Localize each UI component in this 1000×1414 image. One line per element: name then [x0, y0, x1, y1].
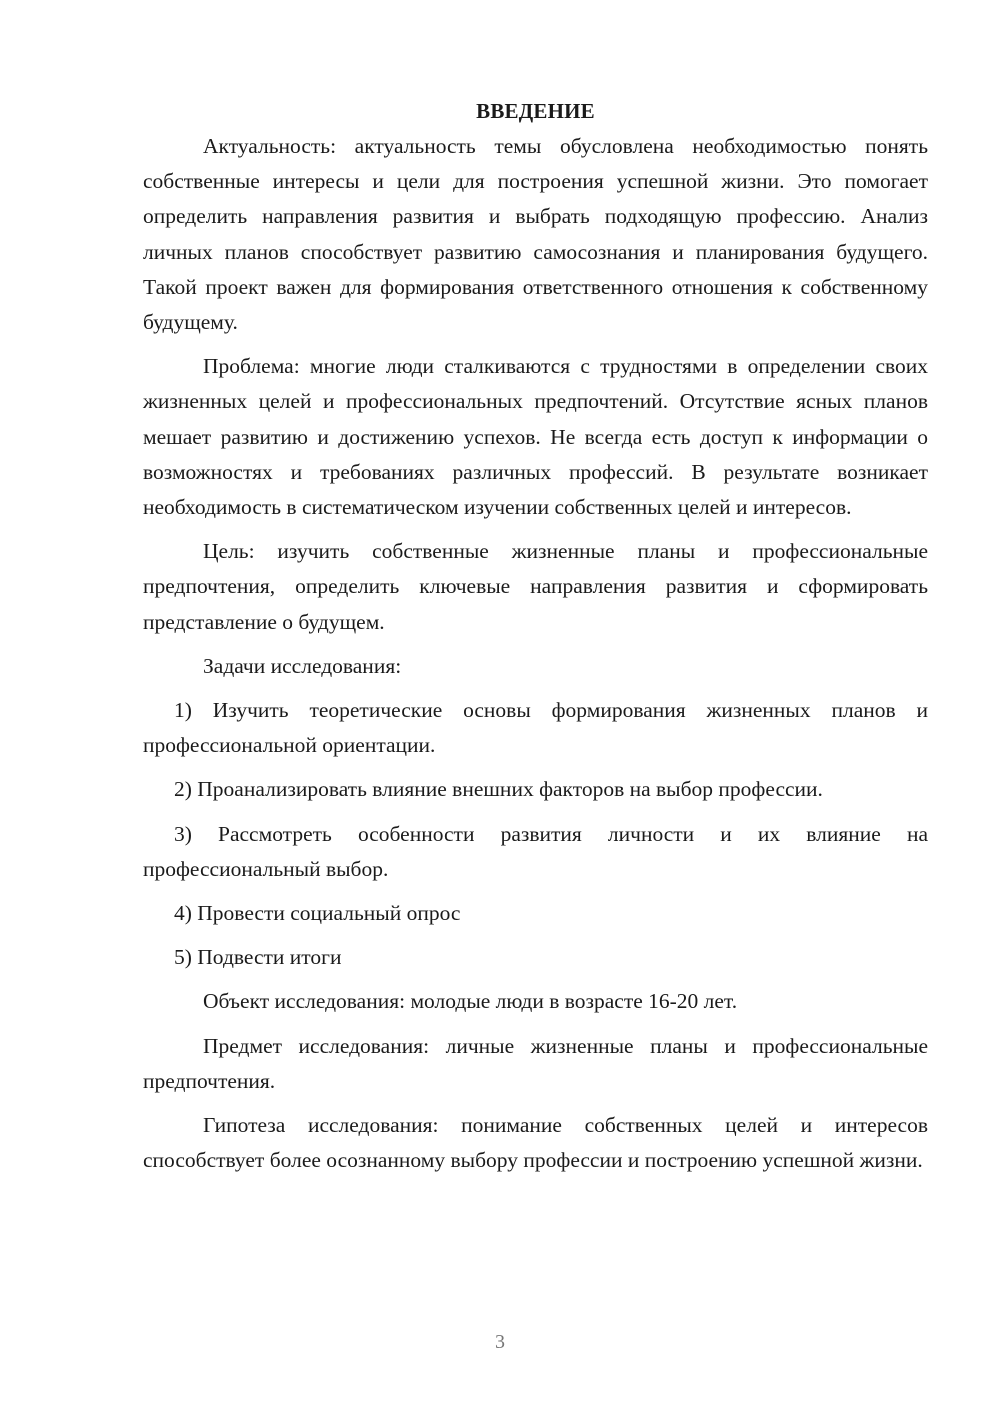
section-title: ВВЕДЕНИЕ — [476, 99, 595, 123]
task-item: 4) Провести социальный опрос — [174, 901, 461, 926]
task-item: 3) Рассмотреть особенности развития личности и их влияние на профессиональный выбор. — [143, 821, 928, 881]
relevance-paragraph: Актуальность: актуальность темы обусловлена необходимостью понять собственные интересы и цели для построения успешной жизни. Это помогает определить направления развития и выбрать подходящую профессию. Анализ личных планов способствует развитию самосознания и планирования будущего. Такой проект важен для формирования ответственного отношения к собственному будущему. — [143, 134, 928, 335]
goal-paragraph: Цель: изучить собственные жизненные планы и профессиональные предпочтения, определить ключевые направления развития и сформировать представление о будущем. — [143, 539, 928, 634]
object-paragraph: Объект исследования: молодые люди в возрасте 16-20 лет. — [203, 989, 738, 1014]
document-page — [143, 96, 928, 1187]
task-item: 1) Изучить теоретические основы формирования жизненных планов и профессиональной ориентации. — [143, 698, 928, 758]
problem-paragraph: Проблема: многие люди сталкиваются с трудностями в определении своих жизненных целей и профессиональных предпочтений. Отсутствие ясных планов мешает развитию и достижению успехов. Не всегда есть доступ к информации о возможностях и требованиях различных профессий. В результате возникает необходимость в систематическом изучении собственных целей и интересов. — [143, 354, 928, 520]
hypothesis-paragraph: Гипотеза исследования: понимание собственных целей и интересов способствует более осознанному выбору профессии и построению успешной жизни. — [143, 1113, 928, 1173]
task-item: 2) Проанализировать влияние внешних факторов на выбор профессии. — [174, 777, 823, 802]
tasks-heading: Задачи исследования: — [203, 653, 402, 678]
page-number: 3 — [495, 1331, 505, 1353]
task-item: 5) Подвести итоги — [174, 945, 342, 970]
subject-paragraph: Предмет исследования: личные жизненные планы и профессиональные предпочтения. — [143, 1033, 928, 1093]
